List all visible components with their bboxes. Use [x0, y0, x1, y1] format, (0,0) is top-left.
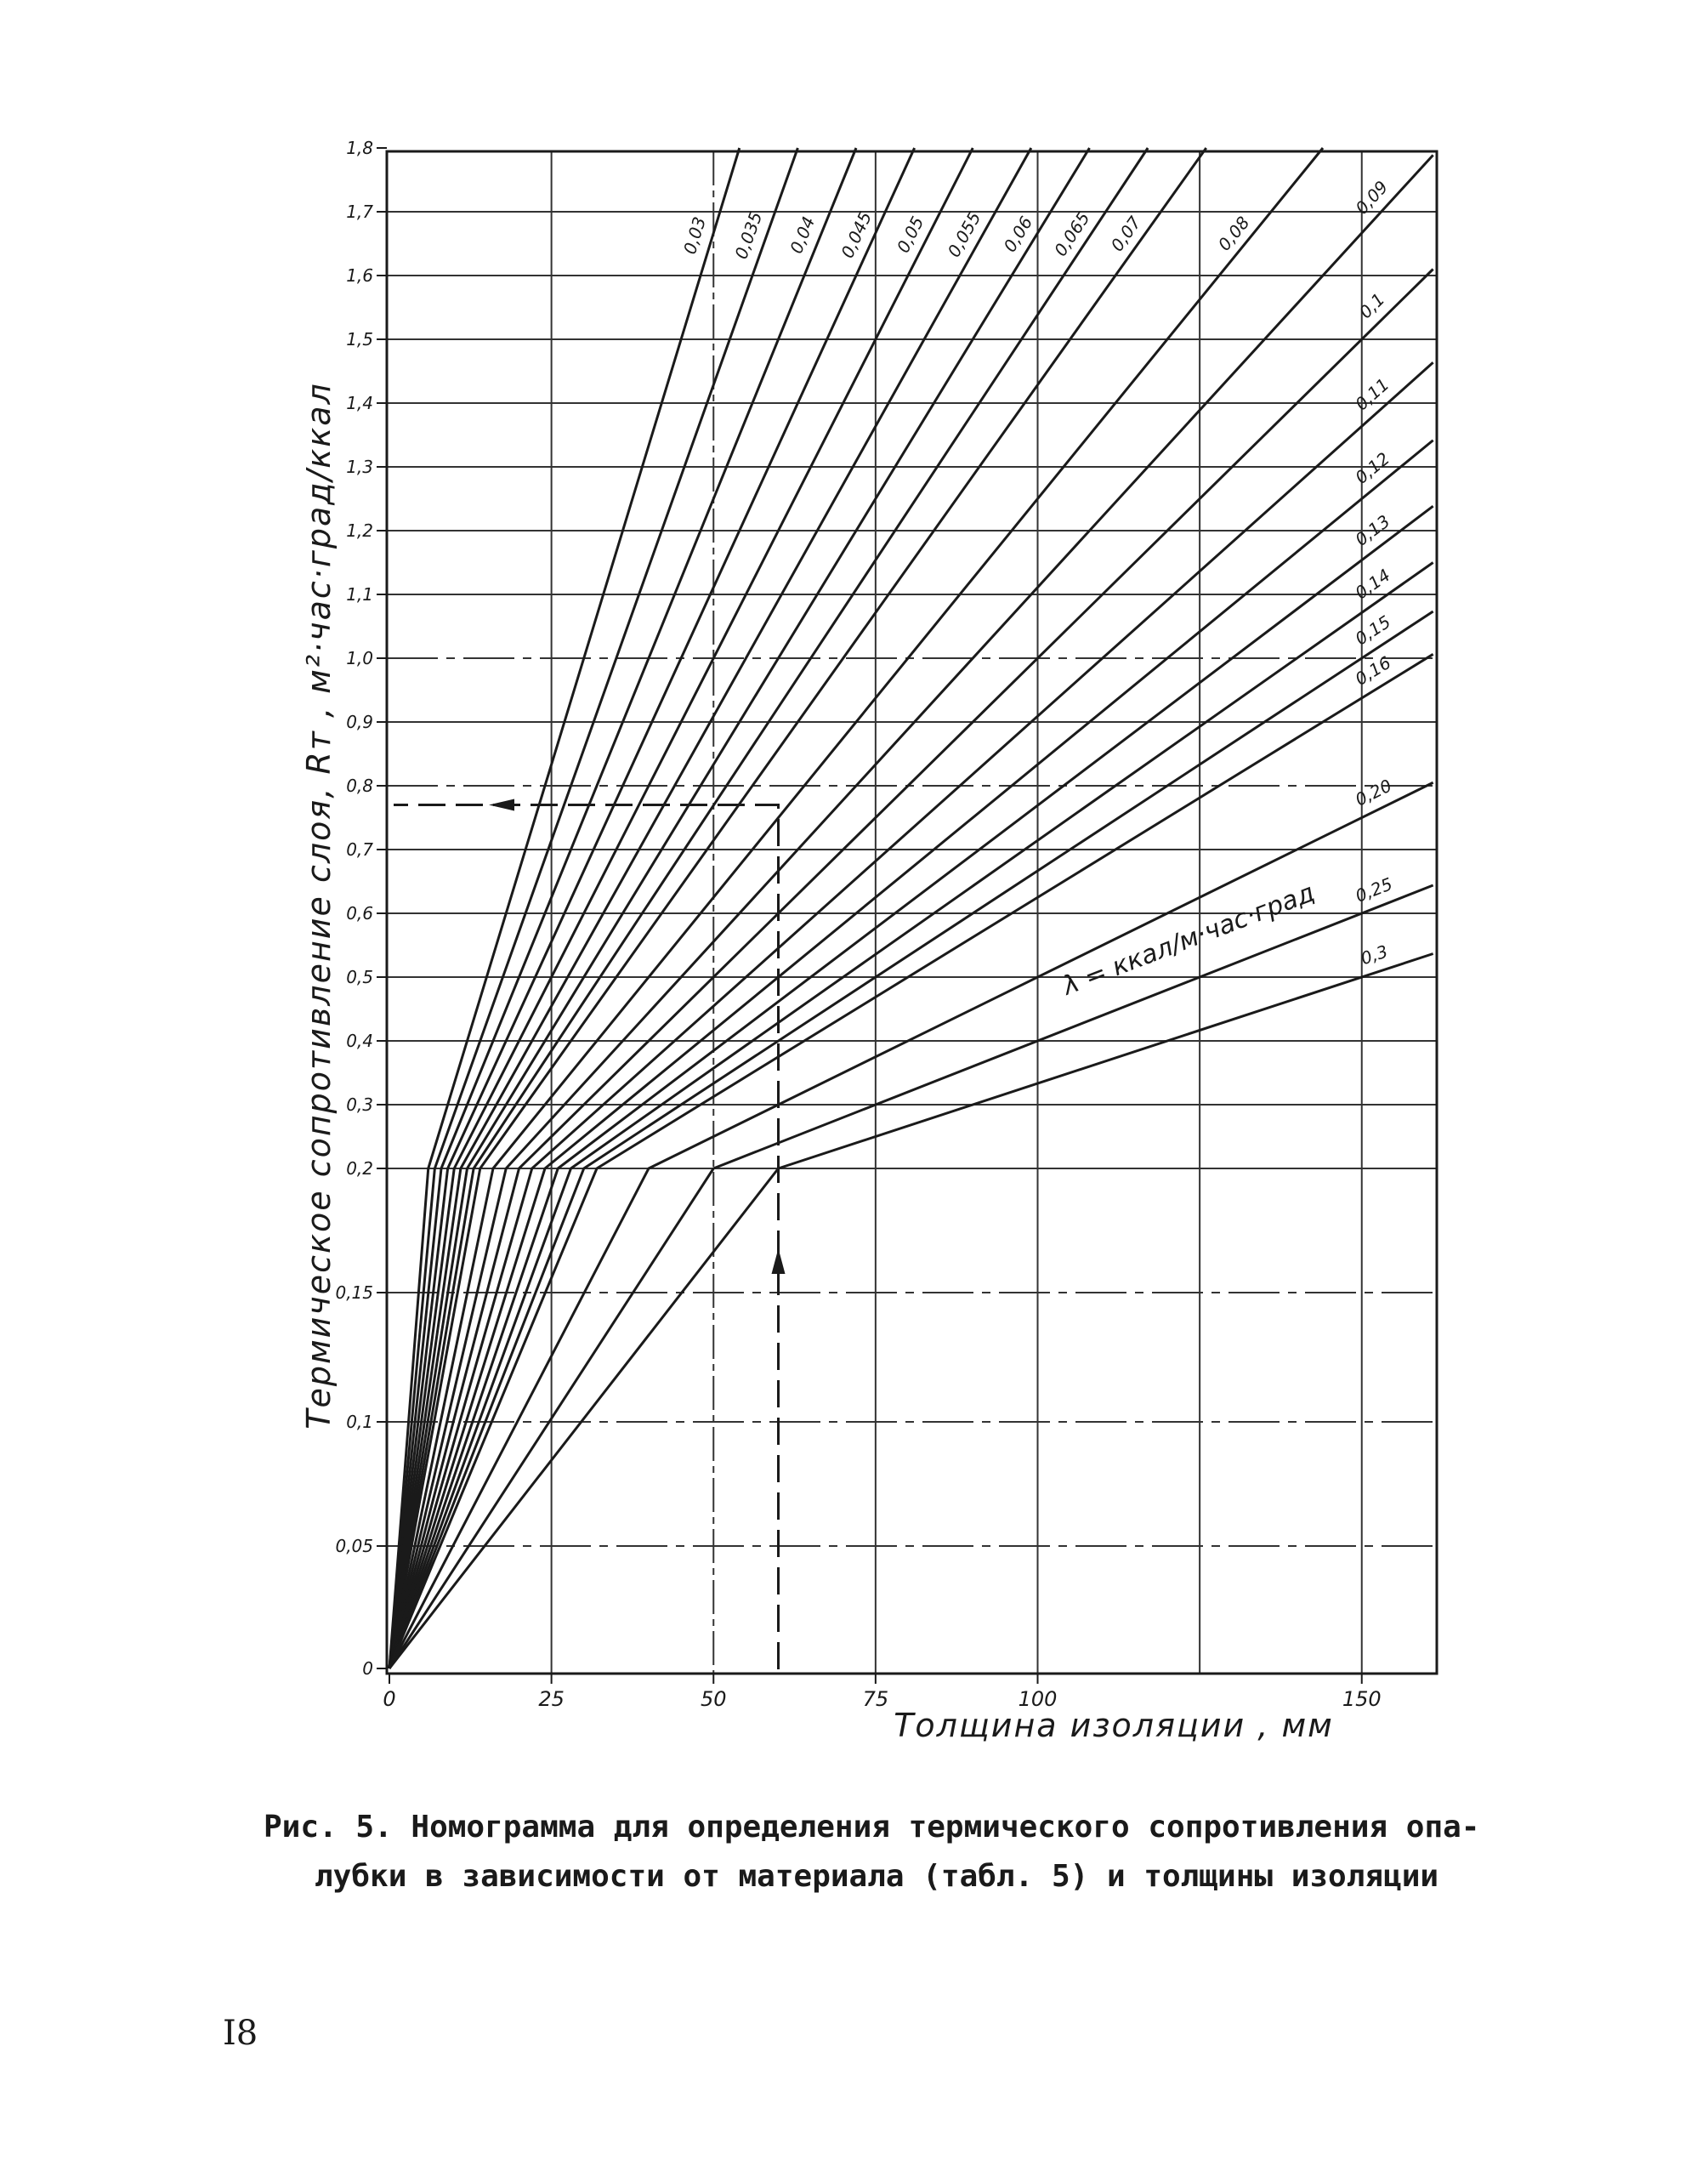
y-tick-label: 0,2 — [346, 1158, 373, 1179]
lambda-label: 0,05 — [892, 213, 928, 257]
figure-caption — [264, 1803, 1539, 1901]
y-tick-label: 1,5 — [346, 329, 373, 350]
lambda-curve — [389, 148, 1206, 1668]
y-tick-label: 0,7 — [346, 839, 373, 860]
lambda-label: 0,25 — [1352, 873, 1396, 907]
y-tick-label: 1,0 — [346, 648, 373, 668]
x-tick-label: 50 — [700, 1687, 727, 1711]
y-tick-label: 0,4 — [346, 1031, 373, 1051]
arrow-left-icon — [489, 799, 514, 811]
y-tick-label: 0,05 — [335, 1536, 373, 1556]
lambda-label: 0,08 — [1213, 212, 1254, 255]
y-tick-label: 0,9 — [346, 712, 373, 732]
caption-line-1: Рис. 5. Номограмма для определения термического сопротивления опа- — [264, 1810, 1480, 1845]
lambda-curve — [389, 148, 1148, 1668]
lambda-label: 0,12 — [1351, 447, 1393, 488]
y-tick-label: 0,5 — [346, 967, 373, 987]
lambda-curve — [389, 148, 1031, 1668]
x-tick-label: 25 — [538, 1687, 565, 1711]
lambda-label: 0,20 — [1352, 775, 1395, 810]
y-tick-label: 0,6 — [346, 903, 373, 924]
lambda-label: 0,035 — [730, 208, 767, 262]
lambda-curve — [389, 270, 1433, 1669]
caption-line-2: лубки в зависимости от материала (табл. 5) и толщины изоляции — [315, 1859, 1439, 1894]
y-tick-label: 1,8 — [346, 138, 373, 158]
lambda-label: 0,07 — [1106, 212, 1145, 256]
y-tick-label: 0,15 — [335, 1282, 373, 1303]
x-tick-label: 75 — [862, 1687, 889, 1711]
x-tick-label: 150 — [1342, 1687, 1382, 1711]
page-number: I8 — [223, 2014, 258, 2053]
lambda-label: 0,045 — [837, 208, 877, 262]
lambda-label: 0,03 — [679, 214, 710, 257]
y-axis-label: Термическое сопротивление слоя, Rᴛ , м²·час·град/ккал — [300, 382, 338, 1430]
lambda-curve — [389, 563, 1433, 1669]
y-tick-label: 0 — [362, 1658, 373, 1679]
arrow-up-icon — [772, 1248, 786, 1274]
x-axis-label: Толщина изоляции , мм — [894, 1707, 1334, 1744]
y-tick-labels — [335, 138, 387, 1679]
y-tick-label: 1,2 — [346, 520, 373, 541]
lambda-curve — [389, 885, 1433, 1668]
lambda-label: 0,3 — [1358, 941, 1391, 969]
lambda-label: 0,09 — [1351, 176, 1393, 219]
y-tick-label: 1,6 — [346, 265, 373, 286]
lambda-unit-label: λ = ккал/м·час·град — [1058, 878, 1319, 1002]
lambda-curve — [389, 148, 915, 1668]
lambda-label: 0,1 — [1354, 288, 1389, 323]
x-tick-label: 0 — [383, 1687, 396, 1711]
y-tick-label: 0,3 — [346, 1094, 373, 1115]
y-tick-label: 1,7 — [346, 202, 373, 222]
lambda-label: 0,055 — [943, 207, 985, 261]
y-tick-label: 0,1 — [346, 1412, 373, 1432]
lambda-curve — [389, 148, 797, 1668]
lambda-curve — [389, 611, 1433, 1668]
lambda-label: 0,04 — [786, 213, 820, 257]
lambda-label: 0,065 — [1050, 207, 1094, 260]
lambda-label: 0,13 — [1351, 510, 1394, 550]
lambda-label: 0,11 — [1351, 373, 1393, 415]
x-tick-labels — [383, 1674, 1381, 1711]
lambda-label: 0,06 — [999, 213, 1037, 256]
lambda-curve — [389, 651, 1433, 1668]
x-tick-label: 100 — [1018, 1687, 1058, 1711]
lambda-label: 0,14 — [1351, 565, 1394, 604]
lambda-label: 0,15 — [1351, 611, 1394, 650]
y-tick-label: 1,3 — [346, 457, 373, 477]
lambda-label: 0,16 — [1351, 651, 1395, 690]
y-tick-label: 0,8 — [346, 776, 373, 796]
lambda-curve — [389, 506, 1433, 1668]
y-tick-label: 1,1 — [346, 584, 373, 605]
y-tick-label: 1,4 — [346, 393, 373, 413]
lambda-curve — [389, 148, 1090, 1668]
